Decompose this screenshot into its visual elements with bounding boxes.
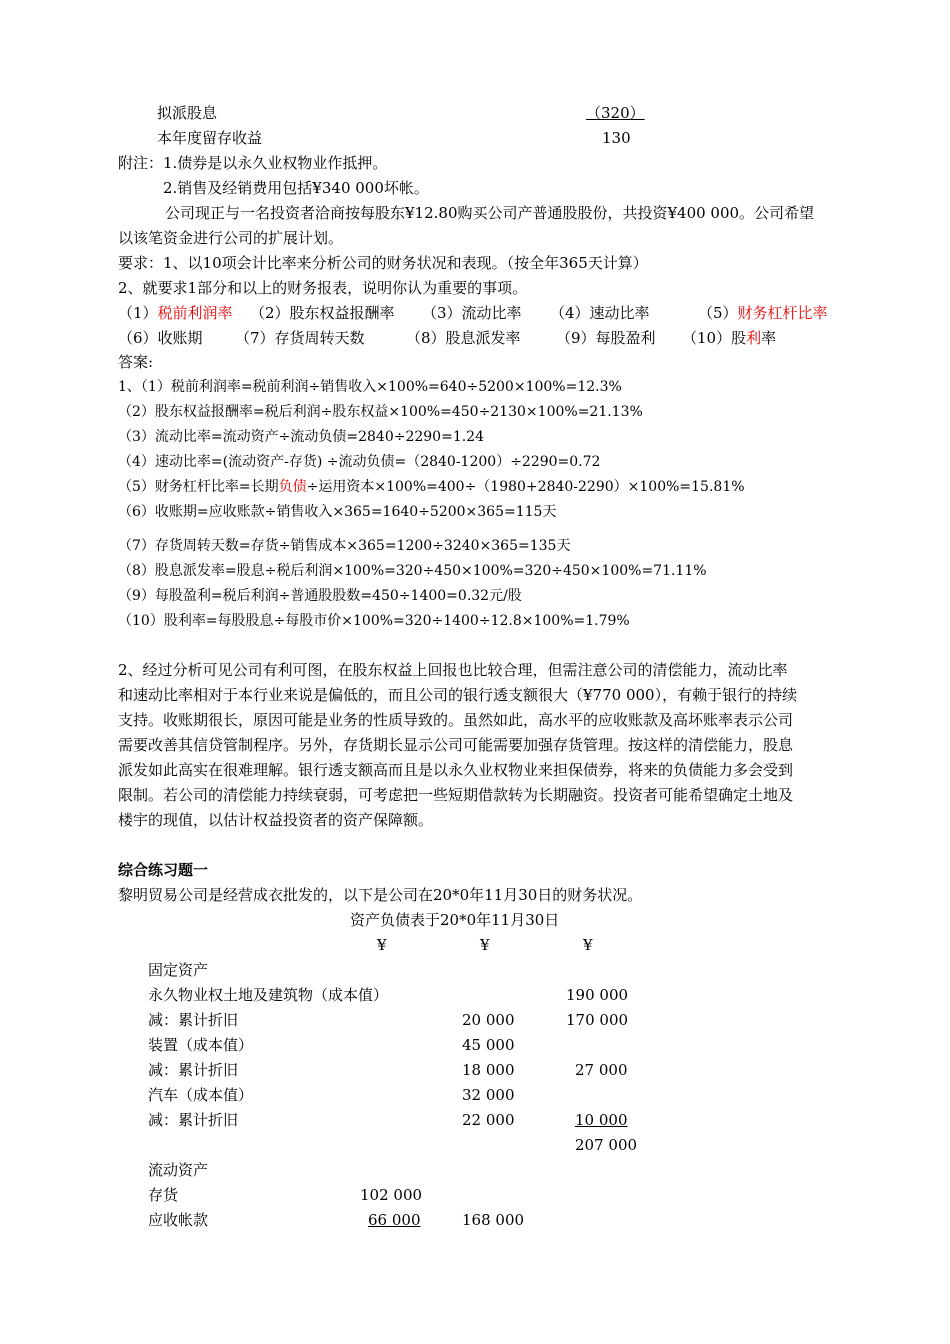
car-net-value: 10 000: [575, 1111, 628, 1129]
answer-7: （7）存货周转天数=存货÷销售成本×365=1200÷3240×365=135天: [118, 538, 571, 554]
analysis-line-1: 2、经过分析可见公司有利可图，在股东权益上回报也比较合理，但需注意公司的清偿能力，流动比率: [118, 661, 788, 679]
ratio-items-row-1: [118, 303, 858, 323]
answer-9: （9）每股盈利=税后利润÷普通股股数=450÷1400=0.32元/股: [118, 588, 522, 604]
ratio-items-row-2: [118, 328, 858, 348]
para-line-1: 公司现正与一名投资者洽商按每股东¥12.80购买公司产普通股股份，共投资¥400 000。公司希望: [165, 204, 815, 222]
dividend-label: 拟派股息: [157, 104, 218, 122]
retained-value: 130: [602, 129, 631, 147]
ratio-item-5: （5）财务杠杆比率: [698, 304, 828, 322]
answer-2: （2）股东权益报酬率=税后利润÷股东权益×100%=450÷2130×100%=21.13%: [118, 404, 643, 420]
car-label: 汽车（成本值）: [148, 1086, 254, 1104]
answer-5: （5）财务杠杆比率=长期负债÷运用资本×100%=400÷（1980+2840-2290）×100%=15.81%: [118, 479, 745, 495]
receivable-subtotal: 168 000: [462, 1211, 525, 1229]
inventory-label: 存货: [148, 1186, 179, 1204]
answer-3: （3）流动比率=流动资产÷流动负债=2840÷2290=1.24: [118, 429, 484, 445]
currency-header-3: ¥: [583, 936, 593, 954]
ratio-item-7: （7）存货周转天数: [235, 329, 365, 347]
current-assets-heading: 流动资产: [148, 1161, 209, 1179]
fixed-assets-heading: 固定资产: [148, 961, 209, 979]
answers-label: 答案:: [118, 353, 154, 371]
equipment-label: 装置（成本值）: [148, 1036, 254, 1054]
freehold-net-value: 170 000: [566, 1011, 629, 1029]
ratio-item-2: （2）股东权益报酬率: [250, 304, 395, 322]
answer-10: （10）股利率=每股股息÷每股市价×100%=320÷1400÷12.8×100%=1.79%: [118, 613, 630, 629]
ratio-item-9: （9）每股盈利: [556, 329, 656, 347]
car-value: 32 000: [462, 1086, 515, 1104]
fixed-assets-total: 207 000: [575, 1136, 638, 1154]
answer-4: （4）速动比率=(流动资产-存货) ÷流动负债=（2840-1200）÷2290=0.72: [118, 454, 601, 470]
depreciation-3-value: 22 000: [462, 1111, 515, 1129]
analysis-line-4: 需要改善其信贷管制程序。另外，存货期长显示公司可能需要加强存货管理。按这样的清偿能力，股息: [118, 736, 794, 754]
note-2: 2.销售及经销费用包括¥340 000坏帐。: [163, 179, 429, 197]
answer-1: 1、（1）税前利润率=税前利润÷销售收入×100%=640÷5200×100%=12.3%: [118, 379, 622, 395]
balance-sheet-title: 资产负债表于20*0年11月30日: [350, 911, 560, 929]
currency-header-2: ¥: [480, 936, 490, 954]
answer-6: （6）收账期=应收账款÷销售收入×365=1640÷5200×365=115天: [118, 504, 557, 520]
currency-header-1: ¥: [377, 936, 387, 954]
inventory-value: 102 000: [360, 1186, 423, 1204]
ratio-item-8: （8）股息派发率: [406, 329, 521, 347]
answer-8: （8）股息派发率=股息÷税后利润×100%=320÷450×100%=320÷450×100%=71.11%: [118, 563, 707, 579]
ratio-item-10: （10）股利率: [682, 329, 777, 347]
receivable-value: 66 000: [368, 1211, 421, 1229]
dividend-value: （320）: [586, 104, 645, 122]
exercise-intro: 黎明贸易公司是经营成衣批发的，以下是公司在20*0年11月30日的财务状况。: [118, 886, 643, 904]
analysis-line-5: 派发如此高实在很难理解。银行透支额高而且是以永久业权物业来担保债券，将来的负债能力多会受到: [118, 761, 794, 779]
depreciation-3-label: 减：累计折旧: [148, 1111, 239, 1129]
depreciation-1-value: 20 000: [462, 1011, 515, 1029]
depreciation-2-value: 18 000: [462, 1061, 515, 1079]
equipment-value: 45 000: [462, 1036, 515, 1054]
analysis-line-3: 支持。收账期很长，原因可能是业务的性质导致的。虽然如此，高水平的应收账款及高坏账率表示公司: [118, 711, 794, 729]
equipment-net-value: 27 000: [575, 1061, 628, 1079]
freehold-label: 永久物业权土地及建筑物（成本值）: [148, 986, 389, 1004]
note-1: 附注：1.债券是以永久业权物业作抵押。: [118, 154, 388, 172]
ratio-item-3: （3）流动比率: [422, 304, 522, 322]
ratio-item-1: （1）税前利润率: [118, 304, 233, 322]
freehold-value: 190 000: [566, 986, 629, 1004]
depreciation-2-label: 减：累计折旧: [148, 1061, 239, 1079]
depreciation-1-label: 减：累计折旧: [148, 1011, 239, 1029]
para-line-2: 以该笔资金进行公司的扩展计划。: [118, 229, 344, 247]
analysis-line-7: 楼宇的现值，以估计权益投资者的资产保障额。: [118, 811, 434, 829]
analysis-line-2: 和速动比率相对于本行业来说是偏低的，而且公司的银行透支额很大（¥770 000），有赖于银行的持续: [118, 686, 798, 704]
retained-label: 本年度留存收益: [157, 129, 263, 147]
requirement-1: 要求：1、以10项会计比率来分析公司的财务状况和表现。（按全年365天计算）: [118, 254, 648, 272]
requirement-2: 2、就要求1部分和以上的财务报表，说明你认为重要的事项。: [118, 279, 528, 297]
exercise-heading: 综合练习题一: [118, 861, 209, 879]
analysis-line-6: 限制。若公司的清偿能力持续衰弱，可考虑把一些短期借款转为长期融资。投资者可能希望确定土地及: [118, 786, 794, 804]
ratio-item-4: （4）速动比率: [550, 304, 650, 322]
ratio-item-6: （6）收账期: [118, 329, 203, 347]
receivable-label: 应收帐款: [148, 1211, 209, 1229]
